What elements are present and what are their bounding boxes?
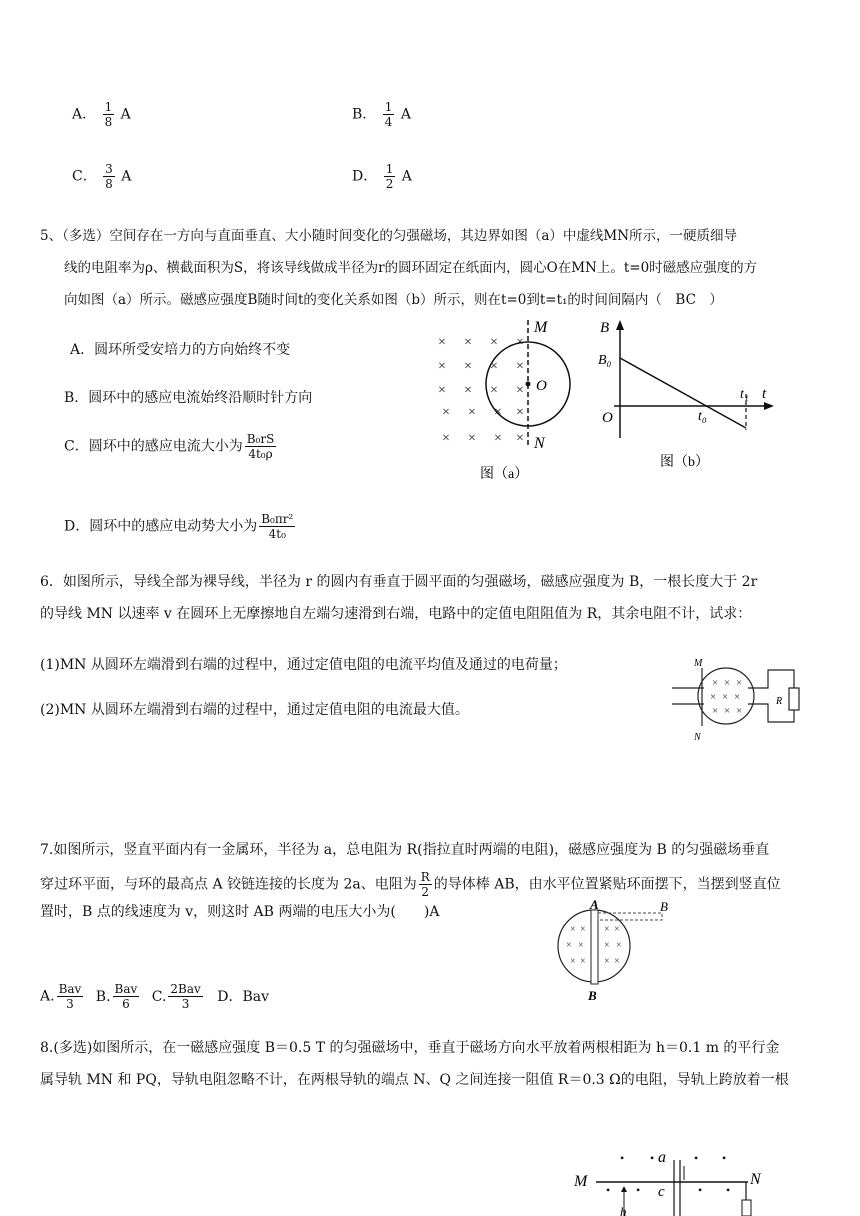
svg-text:×: × bbox=[516, 431, 524, 446]
svg-text:×: × bbox=[736, 677, 743, 689]
svg-text:×: × bbox=[616, 940, 622, 951]
svg-text:×: × bbox=[490, 335, 498, 350]
q7-options: A. $\frac{\text{Bav}}{3}$ B. $\frac{\text{Bav}}{6}$ C. $\frac{\text{2Bav}}{3}$ D．Bav bbox=[40, 982, 270, 1011]
figure-a-caption: 图（a） bbox=[480, 467, 529, 482]
label-b0: B₀ bbox=[598, 353, 612, 368]
svg-text:×: × bbox=[566, 940, 572, 951]
q6-stem-line2: 的导线 MN 以速率 v 在圆环上无摩擦地自左端匀速滑到右端，电路中的定值电阻阻值为 R，其余电阻不计，试求： bbox=[40, 606, 752, 622]
fraction: $\frac{\text{B₀πr²}}{\text{4t₀}}$ bbox=[261, 512, 294, 541]
svg-text:×: × bbox=[438, 383, 446, 398]
label-m: M bbox=[574, 1173, 588, 1190]
q5-option-b: B．圆环中的感应电流始终沿顺时针方向 bbox=[64, 390, 313, 406]
magnetic-field-crosses bbox=[438, 335, 524, 446]
label-t0: t₀ bbox=[698, 409, 707, 424]
left-wires bbox=[672, 688, 704, 704]
svg-text:×: × bbox=[578, 940, 584, 951]
svg-text:×: × bbox=[438, 335, 446, 350]
svg-text:×: × bbox=[516, 359, 524, 374]
q4-option-c: C． $\frac{3}{8}$ A bbox=[72, 162, 132, 191]
svg-text:×: × bbox=[580, 956, 586, 967]
svg-text:×: × bbox=[734, 691, 741, 703]
q6-stem-line1: 6．如图所示，导线全部为裸导线，半径为 r 的圆内有垂直于圆平面的匀强磁场，磁感应强度为 B，一根长度大于 2r bbox=[40, 574, 758, 590]
fraction: $\frac{3}{8}$ bbox=[105, 162, 113, 191]
fraction: $\frac{\text{Bav}}{6}$ bbox=[114, 982, 138, 1011]
q4-option-a: A． $\frac{1}{8}$ A bbox=[72, 100, 131, 129]
q8-figure bbox=[566, 1140, 786, 1216]
svg-text:×: × bbox=[614, 924, 620, 935]
svg-text:×: × bbox=[516, 335, 524, 350]
fraction: $\frac{1}{8}$ bbox=[104, 100, 113, 129]
svg-text:×: × bbox=[494, 405, 502, 420]
svg-text:×: × bbox=[438, 359, 446, 374]
svg-text:•: • bbox=[698, 1183, 703, 1197]
label-o: O bbox=[536, 378, 547, 394]
svg-text:×: × bbox=[468, 431, 476, 446]
q5-figure-a bbox=[430, 314, 590, 484]
fraction: $\frac{\text{Bav}}{3}$ bbox=[58, 982, 82, 1011]
q5-stem-line2: 线的电阻率为ρ、横截面积为S，将该导线做成半径为r的圆环固定在纸面内，圆心O在MN上。t=0时磁感应强度的方 bbox=[64, 260, 758, 276]
q8-stem-line2: 属导轨 MN 和 PQ，导轨电阻忽略不计，在两根导轨的端点 N、Q 之间连接一阻值 R＝0.3 Ω的电阻，导轨上跨放着一根 bbox=[40, 1072, 789, 1088]
label-n: N bbox=[534, 435, 545, 452]
svg-text:×: × bbox=[614, 956, 620, 967]
q7-stem-line3: 置时，B 点的线速度为 v，则这时 AB 两端的电压大小为( )A bbox=[40, 904, 440, 920]
q7-figure bbox=[556, 898, 686, 1004]
q5-option-c: C．圆环中的感应电流大小为 $\frac{\text{B₀rS}}{\text{4t₀ρ}}$ bbox=[64, 432, 275, 461]
svg-text:×: × bbox=[570, 924, 576, 935]
center-point bbox=[526, 382, 531, 387]
svg-text:×: × bbox=[442, 405, 450, 420]
q5-figure-b bbox=[596, 314, 786, 484]
q7-stem-line2: 穿过环平面，与环的最高点 A 铰链连接的长度为 2a、电阻为 $\frac{R}{2}$ 的导体棒 AB，由水平位置紧贴环面摆下，当摆到竖直位 bbox=[40, 870, 781, 899]
label-h: h bbox=[620, 1204, 627, 1216]
svg-text:×: × bbox=[464, 359, 472, 374]
svg-text:×: × bbox=[464, 383, 472, 398]
label-c: c bbox=[658, 1184, 665, 1200]
q4-option-d: D． $\frac{1}{2}$ A bbox=[352, 162, 412, 191]
svg-text:•: • bbox=[620, 1151, 625, 1165]
svg-text:×: × bbox=[490, 383, 498, 398]
axis-label-b: B bbox=[600, 320, 610, 336]
svg-text:×: × bbox=[516, 405, 524, 420]
label-a: a bbox=[658, 1149, 666, 1166]
fraction: $\frac{\text{2Bav}}{3}$ bbox=[170, 982, 201, 1011]
svg-text:•: • bbox=[650, 1151, 655, 1165]
x-axis-arrow bbox=[764, 402, 774, 410]
label-m: M bbox=[534, 319, 548, 336]
svg-text:×: × bbox=[736, 705, 743, 717]
label-b-top: B bbox=[660, 899, 668, 914]
svg-text:•: • bbox=[606, 1183, 611, 1197]
q5-option-a: A．圆环所受安培力的方向始终不变 bbox=[70, 342, 291, 358]
q4-option-b: B． $\frac{1}{4}$ A bbox=[352, 100, 411, 129]
label-a: A bbox=[590, 898, 599, 912]
svg-text:×: × bbox=[570, 956, 576, 967]
fraction: $\frac{R}{2}$ bbox=[420, 870, 430, 899]
svg-text:×: × bbox=[604, 940, 610, 951]
svg-text:×: × bbox=[724, 705, 731, 717]
svg-text:•: • bbox=[726, 1183, 731, 1197]
svg-text:×: × bbox=[464, 335, 472, 350]
y-axis-arrow bbox=[616, 320, 624, 330]
svg-text:×: × bbox=[442, 431, 450, 446]
svg-text:×: × bbox=[712, 705, 719, 717]
q6-part1: (1)MN 从圆环左端滑到右端的过程中，通过定值电阻的电流平均值及通过的电荷量； bbox=[40, 657, 567, 673]
svg-text:×: × bbox=[604, 956, 610, 967]
q6-part2: (2)MN 从圆环左端滑到右端的过程中，通过定值电阻的电流最大值。 bbox=[40, 702, 469, 718]
label-m: M bbox=[694, 658, 703, 669]
magnetic-field-crosses bbox=[710, 677, 742, 717]
q7-stem-line1: 7.如图所示，竖直平面内有一金属环，半径为 a，总电阻为 R(指拉直时两端的电阻)，磁感应强度为 B 的匀强磁场垂直 bbox=[40, 842, 770, 858]
svg-text:•: • bbox=[722, 1151, 727, 1165]
svg-text:×: × bbox=[494, 431, 502, 446]
svg-text:×: × bbox=[468, 405, 476, 420]
q8-stem-line1: 8.(多选)如图所示，在一磁感应强度 B＝0.5 T 的匀强磁场中，垂直于磁场方向水平放着两根相距为 h＝0.1 m 的平行金 bbox=[40, 1040, 780, 1056]
resistor bbox=[742, 1200, 751, 1216]
label-r: R bbox=[776, 696, 783, 707]
svg-text:×: × bbox=[724, 677, 731, 689]
svg-text:×: × bbox=[604, 924, 610, 935]
label-origin: O bbox=[602, 410, 613, 426]
svg-text:×: × bbox=[710, 691, 717, 703]
axis-label-t: t bbox=[762, 386, 767, 402]
right-circuit bbox=[748, 670, 794, 722]
label-n: N bbox=[694, 732, 701, 743]
label-t1: t₁ bbox=[740, 387, 749, 402]
b-t-line bbox=[620, 358, 746, 428]
resistor bbox=[789, 688, 799, 710]
rod-horizontal-dashed bbox=[598, 913, 662, 920]
rod-ab bbox=[591, 910, 598, 984]
svg-text:×: × bbox=[722, 691, 729, 703]
svg-text:×: × bbox=[490, 359, 498, 374]
q5-option-d: D．圆环中的感应电动势大小为 $\frac{\text{B₀πr²}}{\text{4t₀}}$ bbox=[64, 512, 294, 541]
h-arrow-head bbox=[621, 1186, 627, 1192]
svg-text:•: • bbox=[694, 1151, 699, 1165]
q5-stem-line3: 向如图（a）所示。磁感应强度B随时间t的变化关系如图（b）所示，则在t=0到t=t₁的时间间隔内（ BC ） bbox=[64, 292, 723, 308]
q5-stem-line1: 5、（多选）空间存在一方向与直面垂直、大小随时间变化的匀强磁场，其边界如图（a）中虚线MN所示，一硬质细导 bbox=[40, 228, 738, 244]
fraction: $\frac{1}{2}$ bbox=[385, 162, 394, 191]
fraction: $\frac{1}{4}$ bbox=[384, 100, 393, 129]
label-n: N bbox=[750, 1171, 761, 1188]
fraction: $\frac{\text{B₀rS}}{\text{4t₀ρ}}$ bbox=[246, 432, 275, 461]
q6-figure bbox=[668, 654, 808, 744]
svg-text:×: × bbox=[516, 383, 524, 398]
svg-text:×: × bbox=[712, 677, 719, 689]
figure-b-caption: 图（b） bbox=[660, 455, 709, 470]
label-b-bottom: B bbox=[588, 988, 597, 1003]
svg-text:×: × bbox=[580, 924, 586, 935]
svg-text:•: • bbox=[636, 1183, 641, 1197]
